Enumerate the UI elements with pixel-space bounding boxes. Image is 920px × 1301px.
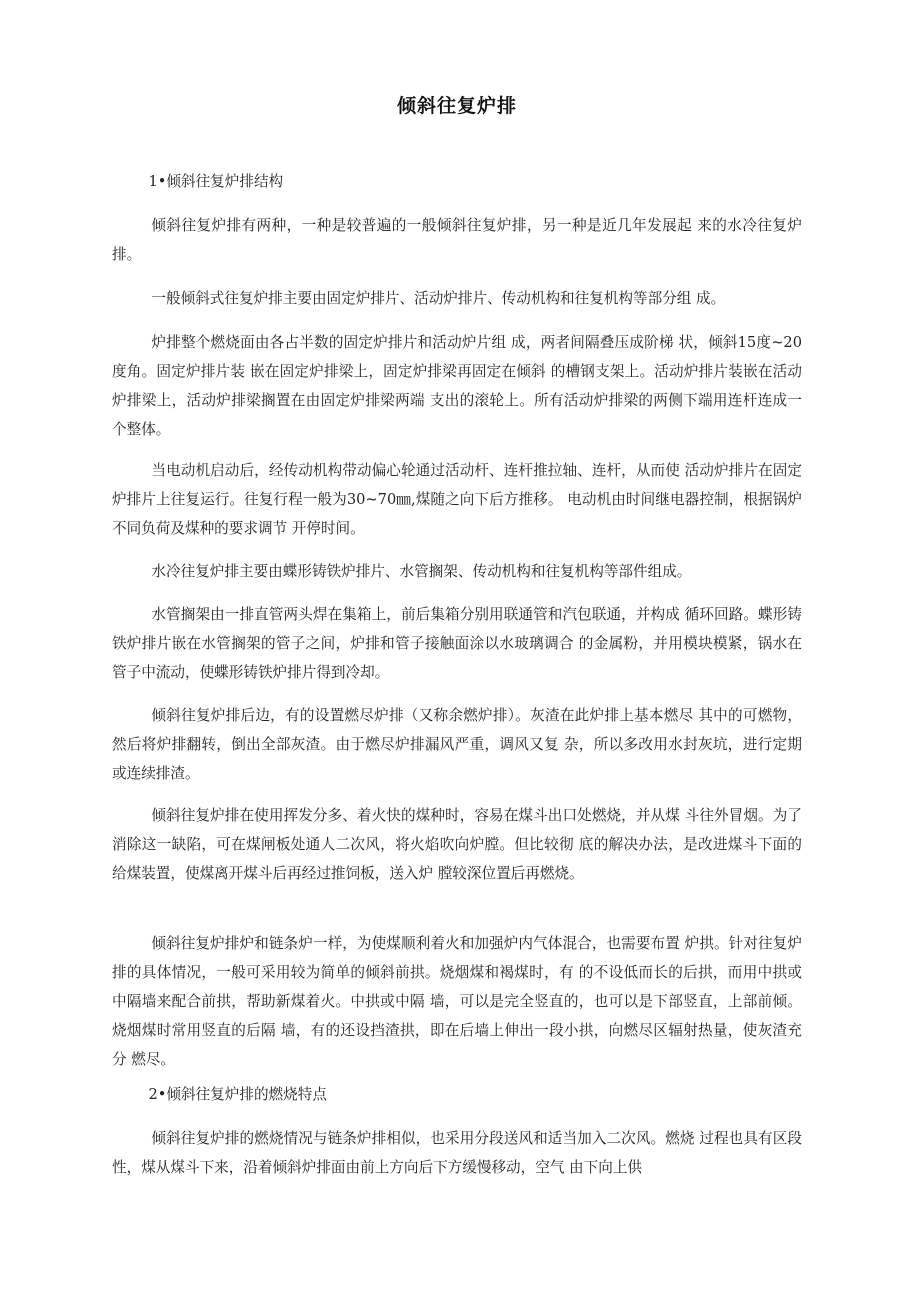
section-heading-2: 2•倾斜往复炉排的燃烧特点 bbox=[148, 1086, 327, 1103]
section-heading-1: 1•倾斜往复炉排结构 bbox=[148, 173, 284, 190]
paragraph: 一般倾斜式往复炉排主要由固定炉排片、活动炉排片、传动机构和往复机构等部分组 成。 bbox=[151, 290, 726, 307]
paragraph: 倾斜往复炉排后边，有的设置燃尽炉排（又称余燃炉排）。灰渣在此炉排上基本燃尽 其中的可燃物，然后将炉排翻转，倒出全部灰渣。由于燃尽炉排漏风严重，调风又复 杂，所以多改用水封灰坑，进行定期或连续排渣。 bbox=[112, 707, 802, 782]
paragraph: 当电动机启动后，经传动机构带动偏心轮通过活动杆、连杆推拉轴、连杆，从而使 活动炉排片在固定炉排片上往复运行。往复行程一般为30~70㎜,煤随之向下后方推移。 电动机由时间继电器控制，根据锅炉不同负荷及煤种的要求调节 开停时间。 bbox=[112, 462, 802, 537]
paragraph: 水冷往复炉排主要由蝶形铸铁炉排片、水管搁架、传动机构和往复机构等部件组成。 bbox=[151, 563, 692, 580]
paragraph: 水管搁架由一排直管两头焊在集箱上，前后集箱分别用联通管和汽包联通，并构成 循环回路。蝶形铸铁炉排片嵌在水管搁架的管子之间，炉排和管子接触面涂以水玻璃调合 的金属粉，并用模块模紧，锅水在管子中流动，使蝶形铸铁炉排片得到冷却。 bbox=[112, 606, 802, 681]
document-title: 倾斜往复炉排 bbox=[396, 95, 517, 117]
paragraph: 倾斜往复炉排的燃烧情况与链条炉排相似，也采用分段送风和适当加入二次风。燃烧 过程也具有区段性，煤从煤斗下来，沿着倾斜炉排面由前上方向后下方缓慢移动，空气 由下向上供 bbox=[112, 1130, 802, 1176]
paragraph: 倾斜往复炉排在使用挥发分多、着火快的煤种时，容易在煤斗出口处燃烧，并从煤 斗往外冒烟。为了消除这一缺陷，可在煤闸板处通人二次风，将火焰吹向炉膛。但比较彻 底的解决办法，是改进煤斗下面的给煤装置，使煤离开煤斗后再经过推饲板，送入炉 膛较深位置后再燃烧。 bbox=[112, 807, 802, 882]
paragraph: 倾斜往复炉排炉和链条炉一样，为使煤顺利着火和加强炉内气体混合，也需要布置 炉拱。针对往复炉排的具体情况，一般可采用较为简单的倾斜前拱。烧烟煤和褐煤时，有 的不设低而长的后拱，而用中拱或中隔墙来配合前拱，帮助新煤着火。中拱或中隔 墙，可以是完全竖直的，也可以是下部竖直，上部前倾。烧烟煤时常用竖直的后隔 墙，有的还设挡渣拱，即在后墙上伸出一段小拱，向燃尽区辐射热量，使灰渣充分 燃尽。 bbox=[112, 935, 802, 1068]
paragraph: 炉排整个燃烧面由各占半数的固定炉排片和活动炉片组 成，两者间隔叠压成阶梯 状，倾斜15度~20度角。固定炉排片装 嵌在固定炉排梁上，固定炉排梁再固定在倾斜 的槽钢支架上。活动炉排片装嵌在活动炉排梁上，活动炉排梁搁置在由固定炉排梁两端 支出的滚轮上。所有活动炉排梁的两侧下端用连杆连成一个整体。 bbox=[112, 334, 802, 438]
paragraph: 倾斜往复炉排有两种，一种是较普遍的一般倾斜往复炉排，另一种是近几年发展起 来的水冷往复炉排。 bbox=[112, 217, 802, 263]
